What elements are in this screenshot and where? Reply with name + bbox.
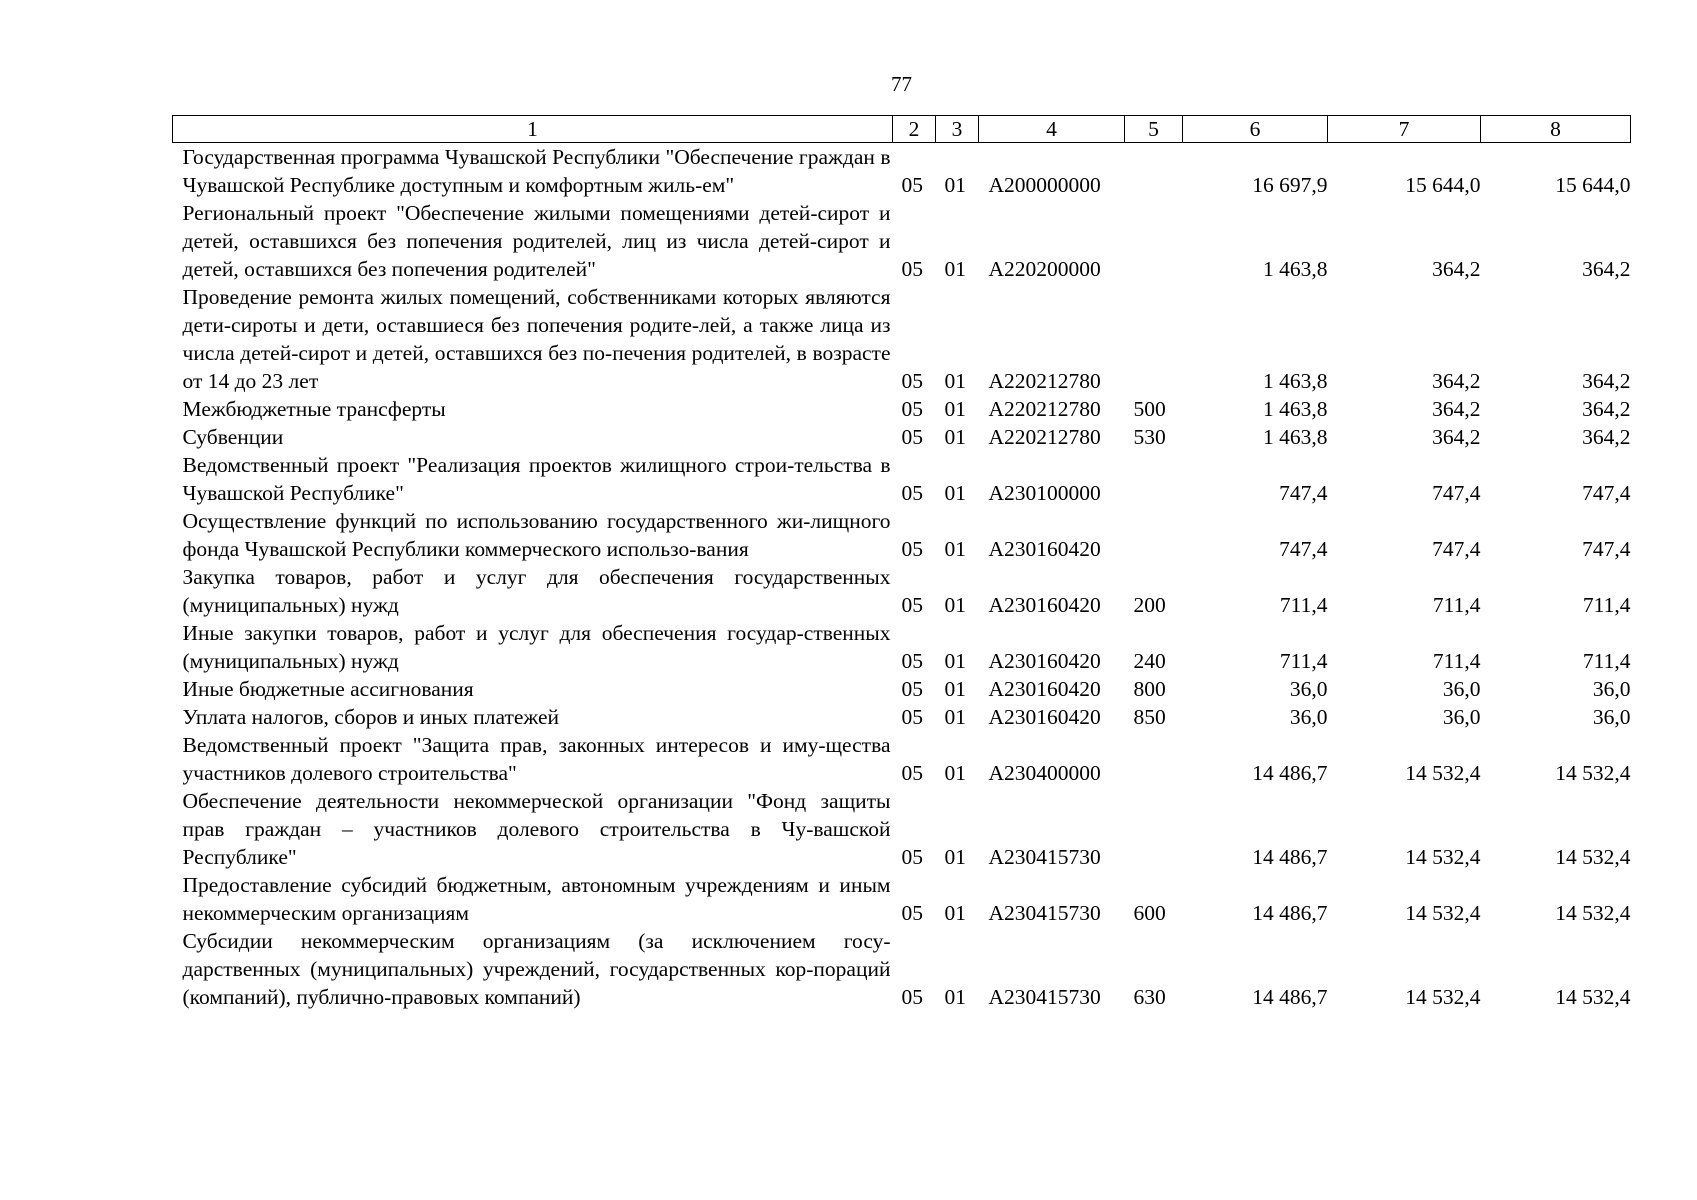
row-amount-col8: 15 644,0 — [1555, 173, 1631, 197]
row-subsection: 01 — [944, 397, 966, 421]
table-header-row — [173, 116, 1631, 143]
row-description: Региональный проект "Обеспечение жилыми помещениями детей-сирот и детей, оставшихся без попечения родителей, лиц из числа детей-сирот и детей, оставшихся без попечения родителей" — [182, 201, 891, 281]
row-amount-col7: 364,2 — [1432, 425, 1481, 449]
row-expense-type: 530 — [1133, 425, 1166, 449]
row-section: 05 — [901, 761, 923, 785]
row-amount-col7: 36,0 — [1442, 677, 1481, 701]
row-subsection: 01 — [944, 761, 966, 785]
row-amount-col8: 364,2 — [1582, 369, 1631, 393]
column-header-2: 2 — [893, 116, 936, 143]
row-target-article: А230400000 — [988, 761, 1101, 785]
row-target-article: А230160420 — [988, 649, 1101, 673]
row-amount-col7: 14 532,4 — [1405, 761, 1481, 785]
row-target-article: А230100000 — [988, 481, 1101, 505]
row-section: 05 — [901, 845, 923, 869]
row-amount-col7: 14 532,4 — [1405, 901, 1481, 925]
row-expense-type: 800 — [1133, 677, 1166, 701]
row-amount-col6: 14 486,7 — [1252, 985, 1328, 1009]
row-expense-type: 630 — [1133, 985, 1166, 1009]
row-amount-col8: 711,4 — [1582, 649, 1631, 673]
column-header-1: 1 — [173, 116, 893, 143]
row-subsection: 01 — [944, 425, 966, 449]
row-expense-type — [1125, 507, 1183, 563]
row-expense-type: 200 — [1133, 593, 1166, 617]
row-amount-col8: 36,0 — [1592, 677, 1631, 701]
row-amount-col8: 747,4 — [1582, 537, 1631, 561]
table-row — [173, 731, 1631, 787]
row-target-article: А230160420 — [988, 537, 1101, 561]
row-subsection: 01 — [944, 593, 966, 617]
row-amount-col8: 14 532,4 — [1555, 901, 1631, 925]
row-subsection: 01 — [944, 985, 966, 1009]
table-row — [173, 563, 1631, 619]
row-amount-col6: 747,4 — [1279, 481, 1328, 505]
table-row — [173, 675, 1631, 703]
row-expense-type: 600 — [1133, 901, 1166, 925]
row-amount-col7: 36,0 — [1442, 705, 1481, 729]
row-amount-col8: 14 532,4 — [1555, 845, 1631, 869]
row-amount-col8: 14 532,4 — [1555, 985, 1631, 1009]
column-header-4: 4 — [979, 116, 1125, 143]
row-subsection: 01 — [944, 705, 966, 729]
row-section: 05 — [901, 257, 923, 281]
column-header-8: 8 — [1481, 116, 1631, 143]
row-expense-type — [1125, 787, 1183, 871]
row-subsection: 01 — [944, 257, 966, 281]
row-description: Уплата налогов, сборов и иных платежей — [182, 705, 560, 729]
row-subsection: 01 — [944, 537, 966, 561]
row-amount-col8: 747,4 — [1582, 481, 1631, 505]
row-amount-col7: 711,4 — [1432, 593, 1481, 617]
row-expense-type — [1125, 199, 1183, 283]
row-amount-col8: 14 532,4 — [1555, 761, 1631, 785]
row-expense-type: 850 — [1133, 705, 1166, 729]
table-row — [173, 423, 1631, 451]
row-expense-type: 240 — [1133, 649, 1166, 673]
row-target-article: А220212780 — [988, 369, 1101, 393]
row-description: Государственная программа Чувашской Республики "Обеспечение граждан в Чувашской Республике доступным и комфортным жиль-ем" — [182, 145, 891, 197]
table-row — [173, 395, 1631, 423]
table-header — [173, 116, 1631, 143]
row-amount-col6: 1 463,8 — [1263, 257, 1328, 281]
table-row — [173, 507, 1631, 563]
row-amount-col6: 36,0 — [1289, 677, 1328, 701]
row-target-article: А200000000 — [988, 173, 1101, 197]
row-description: Ведомственный проект "Реализация проектов жилищного строи-тельства в Чувашской Республике" — [182, 453, 891, 505]
row-amount-col6: 16 697,9 — [1252, 173, 1328, 197]
column-header-6: 6 — [1183, 116, 1328, 143]
table-row — [173, 787, 1631, 871]
row-amount-col7: 15 644,0 — [1405, 173, 1481, 197]
row-target-article: А230415730 — [988, 901, 1101, 925]
row-amount-col7: 711,4 — [1432, 649, 1481, 673]
row-subsection: 01 — [944, 845, 966, 869]
row-amount-col6: 36,0 — [1289, 705, 1328, 729]
row-amount-col6: 1 463,8 — [1263, 425, 1328, 449]
row-subsection: 01 — [944, 173, 966, 197]
row-section: 05 — [901, 173, 923, 197]
row-amount-col7: 747,4 — [1432, 537, 1481, 561]
row-expense-type: 500 — [1133, 397, 1166, 421]
row-section: 05 — [901, 537, 923, 561]
table-row — [173, 871, 1631, 927]
row-amount-col6: 747,4 — [1279, 537, 1328, 561]
row-subsection: 01 — [944, 901, 966, 925]
row-amount-col6: 14 486,7 — [1252, 845, 1328, 869]
row-section: 05 — [901, 901, 923, 925]
row-description: Субвенции — [182, 425, 284, 449]
row-amount-col7: 14 532,4 — [1405, 985, 1481, 1009]
row-target-article: А220200000 — [988, 257, 1101, 281]
row-description: Обеспечение деятельности некоммерческой организации "Фонд защиты прав граждан – участников долевого строительства в Чу-вашской Республике" — [182, 789, 891, 869]
table-body — [173, 143, 1631, 1012]
row-section: 05 — [901, 985, 923, 1009]
row-target-article: А220212780 — [988, 425, 1101, 449]
row-target-article: А230415730 — [988, 985, 1101, 1009]
row-section: 05 — [901, 425, 923, 449]
row-amount-col8: 364,2 — [1582, 397, 1631, 421]
row-amount-col8: 364,2 — [1582, 257, 1631, 281]
column-header-7: 7 — [1328, 116, 1481, 143]
page-number: 77 — [891, 72, 912, 96]
row-description: Ведомственный проект "Защита прав, законных интересов и иму-щества участников долевого строительства" — [182, 733, 891, 785]
row-target-article: А230415730 — [988, 845, 1101, 869]
row-description: Иные бюджетные ассигнования — [182, 677, 474, 701]
row-section: 05 — [901, 649, 923, 673]
row-section: 05 — [901, 593, 923, 617]
column-header-5: 5 — [1125, 116, 1183, 143]
row-amount-col8: 711,4 — [1582, 593, 1631, 617]
table-row — [173, 143, 1631, 200]
row-section: 05 — [901, 677, 923, 701]
row-section: 05 — [901, 397, 923, 421]
table-row — [173, 927, 1631, 1011]
row-amount-col8: 36,0 — [1592, 705, 1631, 729]
row-amount-col7: 14 532,4 — [1405, 845, 1481, 869]
row-description: Проведение ремонта жилых помещений, собственниками которых являются дети-сироты и дети, оставшиеся без попечения родите-лей, а также лица из числа детей-сирот и детей, оставшихся без по-печения родителей, в возрасте от 14 до 23 лет — [182, 285, 891, 393]
row-target-article: А230160420 — [988, 677, 1101, 701]
row-description: Межбюджетные трансферты — [182, 397, 446, 421]
row-amount-col6: 1 463,8 — [1263, 397, 1328, 421]
row-amount-col6: 1 463,8 — [1263, 369, 1328, 393]
row-section: 05 — [901, 369, 923, 393]
row-target-article: А220212780 — [988, 397, 1101, 421]
row-expense-type — [1125, 731, 1183, 787]
table-row — [173, 703, 1631, 731]
row-description: Иные закупки товаров, работ и услуг для обеспечения государ-ственных (муниципальных) нужд — [182, 621, 891, 673]
row-description: Осуществление функций по использованию государственного жи-лищного фонда Чувашской Республики коммерческого использо-вания — [182, 509, 891, 561]
row-target-article: А230160420 — [988, 705, 1101, 729]
budget-table — [172, 115, 1631, 1011]
row-section: 05 — [901, 705, 923, 729]
row-amount-col8: 364,2 — [1582, 425, 1631, 449]
row-expense-type — [1125, 143, 1183, 200]
row-amount-col7: 364,2 — [1432, 397, 1481, 421]
row-amount-col6: 14 486,7 — [1252, 761, 1328, 785]
column-header-3: 3 — [936, 116, 979, 143]
row-amount-col6: 711,4 — [1279, 593, 1328, 617]
row-amount-col7: 364,2 — [1432, 369, 1481, 393]
row-amount-col6: 14 486,7 — [1252, 901, 1328, 925]
row-amount-col6: 711,4 — [1279, 649, 1328, 673]
table-row — [173, 283, 1631, 395]
table-row — [173, 451, 1631, 507]
row-subsection: 01 — [944, 677, 966, 701]
row-subsection: 01 — [944, 369, 966, 393]
row-expense-type — [1125, 283, 1183, 395]
row-subsection: 01 — [944, 649, 966, 673]
row-expense-type — [1125, 451, 1183, 507]
row-description: Закупка товаров, работ и услуг для обеспечения государственных (муниципальных) нужд — [182, 565, 891, 617]
row-amount-col7: 364,2 — [1432, 257, 1481, 281]
row-amount-col7: 747,4 — [1432, 481, 1481, 505]
table-row — [173, 199, 1631, 283]
row-description: Субсидии некоммерческим организациям (за исключением госу-дарственных (муниципальных) учреждений, государственных кор-пораций (компаний), публично-правовых компаний) — [182, 929, 891, 1009]
row-target-article: А230160420 — [988, 593, 1101, 617]
row-description: Предоставление субсидий бюджетным, автономным учреждениям и иным некоммерческим организациям — [182, 873, 891, 925]
row-subsection: 01 — [944, 481, 966, 505]
table-row — [173, 619, 1631, 675]
row-section: 05 — [901, 481, 923, 505]
